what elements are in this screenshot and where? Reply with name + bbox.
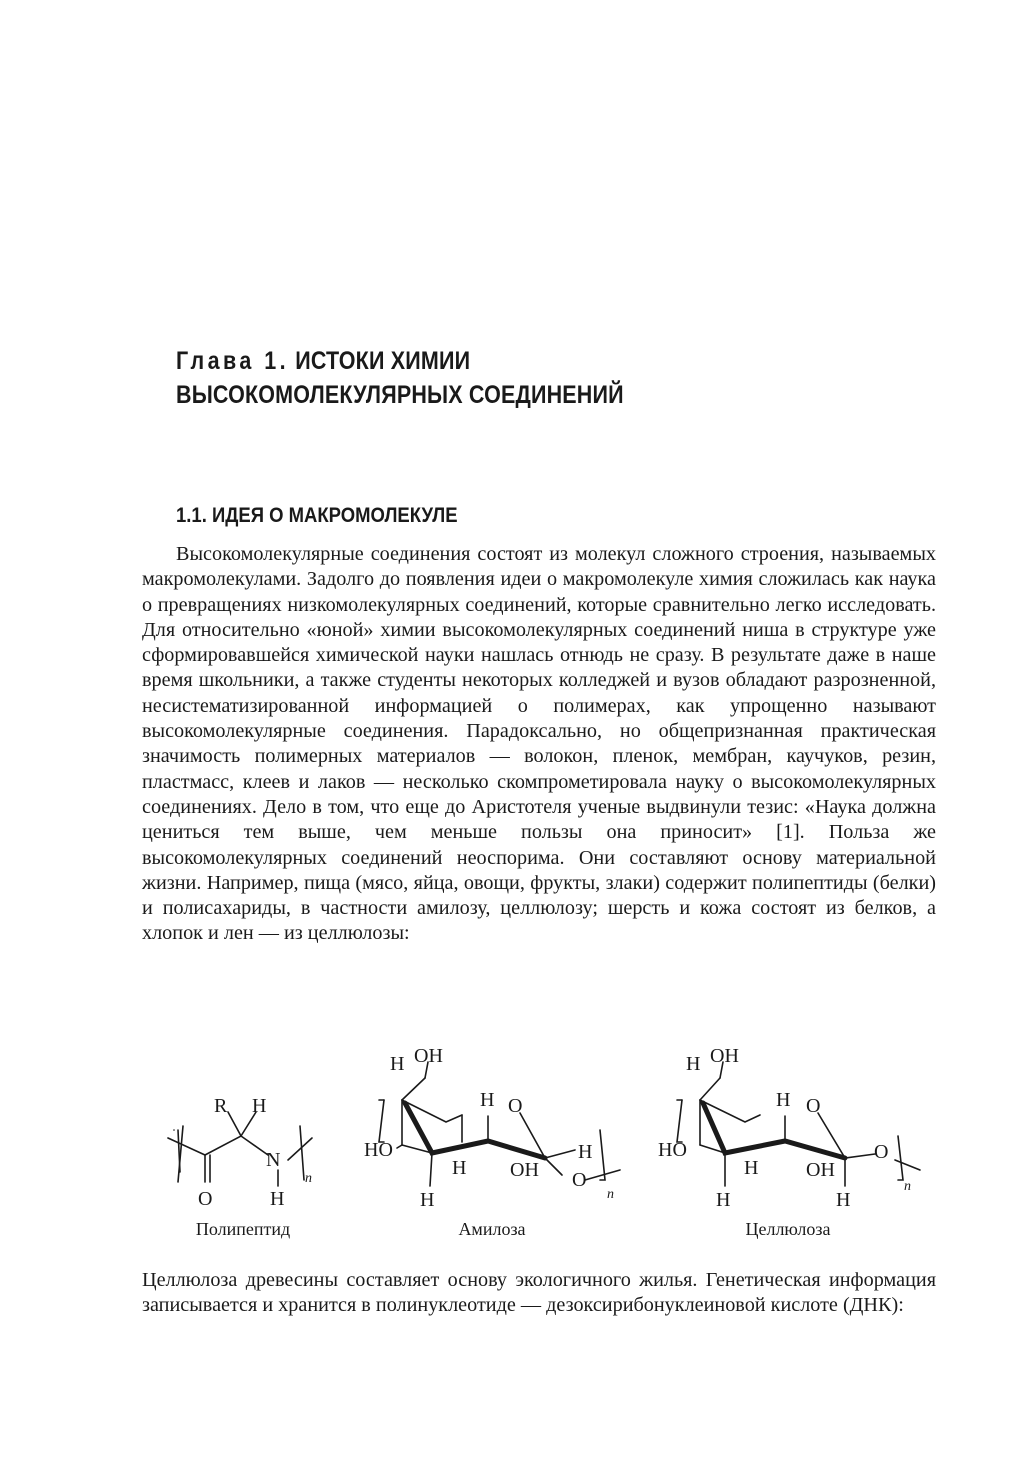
caption-amylose: Амилоза (458, 1219, 526, 1239)
amylose-atom-ring-o: O (508, 1095, 523, 1117)
cellulose-atom-ring-o: O (806, 1095, 821, 1117)
amylose-atom-h-upper: H (480, 1089, 495, 1111)
polypeptide-atom-o: O (198, 1188, 213, 1210)
cellulose-atom-h-top: H (686, 1053, 701, 1075)
amylose-atom-h-top: H (390, 1053, 405, 1075)
amylose-atom-h-mid: H (452, 1157, 467, 1179)
chapter-prefix: Глава 1. (176, 347, 290, 375)
amylose-subscript: n (607, 1187, 614, 1202)
cellulose-atom-o-link: O (874, 1141, 889, 1163)
polypeptide-structure (168, 1112, 312, 1186)
caption-cellulose: Целлюлоза (745, 1219, 831, 1239)
chapter-title-line-1 (176, 344, 778, 378)
polypeptide-atom-n: N (266, 1149, 281, 1171)
paragraph-intro: Высокомолекулярные соединения состоят из молекул сложного строения, называемых макромолекулами. Задолго до появления идеи о макромолекуле химия сложилась как наука о превращениях низкомолекулярных соединений, которые сравнительно легко исследовать. Для относительно «юной» химии высокомолекулярных соединений ниша в структуре уже сформировавшейся химической науки нашлась отнюдь не сразу. В результате даже в наше время школьники, а также студенты некоторых колледжей и вузов обладают разрозненной, несистематизированной информацией о полимерах, как упрощенно называют высокомолекулярные соединения. Парадоксально, но общепризнанная практическая значимость полимерных материалов — волокон, пленок, мембран, каучуков, резин, пластмасс, клеев и лаков — несколько скомпрометировала науку о высокомолекулярных соединениях. Дело в том, что еще до Аристотеля ученые выдвинули тезис: «Наука должна цениться тем выше, чем меньше пользы она приносит» [1]. Польза же высокомолекулярных соединений неоспорима. Они составляют основу материальной жизни. Например, пища (мясо, яйца, овощи, фрукты, злаки) содержит полипептиды (белки) и полисахариды, в частности амилозу, целлюлозу; шерсть и кожа состоят из белков, а хлопок и лен — из целлюлозы: (142, 543, 936, 945)
amylose-atom-ho: HO (364, 1139, 393, 1161)
cellulose-atom-h-upper: H (776, 1089, 791, 1111)
amylose-atom-o-link: O (572, 1169, 587, 1191)
cellulose-atom-ho: HO (658, 1139, 687, 1161)
cellulose-atom-h-mid: H (744, 1157, 759, 1179)
section-title: 1.1. ИДЕЯ О МАКРОМОЛЕКУЛЕ (176, 504, 458, 527)
amylose-atom-oh-top: OH (414, 1045, 443, 1067)
paragraph-cellulose-dna: Целлюлоза древесины составляет основу экологичного жилья. Генетическая информация записывается и хранится в полинуклеотиде — дезоксирибонуклеиновой кислоте (ДНК): (142, 1269, 936, 1317)
polypeptide-subscript: n (305, 1171, 312, 1186)
polypeptide-atom-r: R (214, 1095, 228, 1117)
amylose-atom-h-right: H (578, 1141, 593, 1163)
cellulose-atom-oh: OH (806, 1159, 835, 1181)
chapter-title-line-2: ВЫСОКОМОЛЕКУЛЯРНЫХ СОЕДИНЕНИЙ (176, 381, 624, 409)
cellulose-atom-oh-top: OH (710, 1045, 739, 1067)
polypeptide-atom-h2: H (270, 1188, 285, 1210)
chapter-title (176, 344, 778, 412)
cellulose-atom-h-right: H (836, 1189, 851, 1211)
caption-polypeptide: Полипептид (195, 1219, 291, 1239)
cellulose-atom-h-bottom: H (716, 1189, 731, 1211)
cellulose-subscript: n (904, 1179, 911, 1194)
amylose-atom-h-bottom: H (420, 1189, 435, 1211)
amylose-atom-oh: OH (510, 1159, 539, 1181)
polypeptide-atom-h1: H (252, 1095, 267, 1117)
polymer-structures-figure (0, 1030, 1022, 1250)
chapter-title-main: ИСТОКИ ХИМИИ (295, 347, 471, 375)
